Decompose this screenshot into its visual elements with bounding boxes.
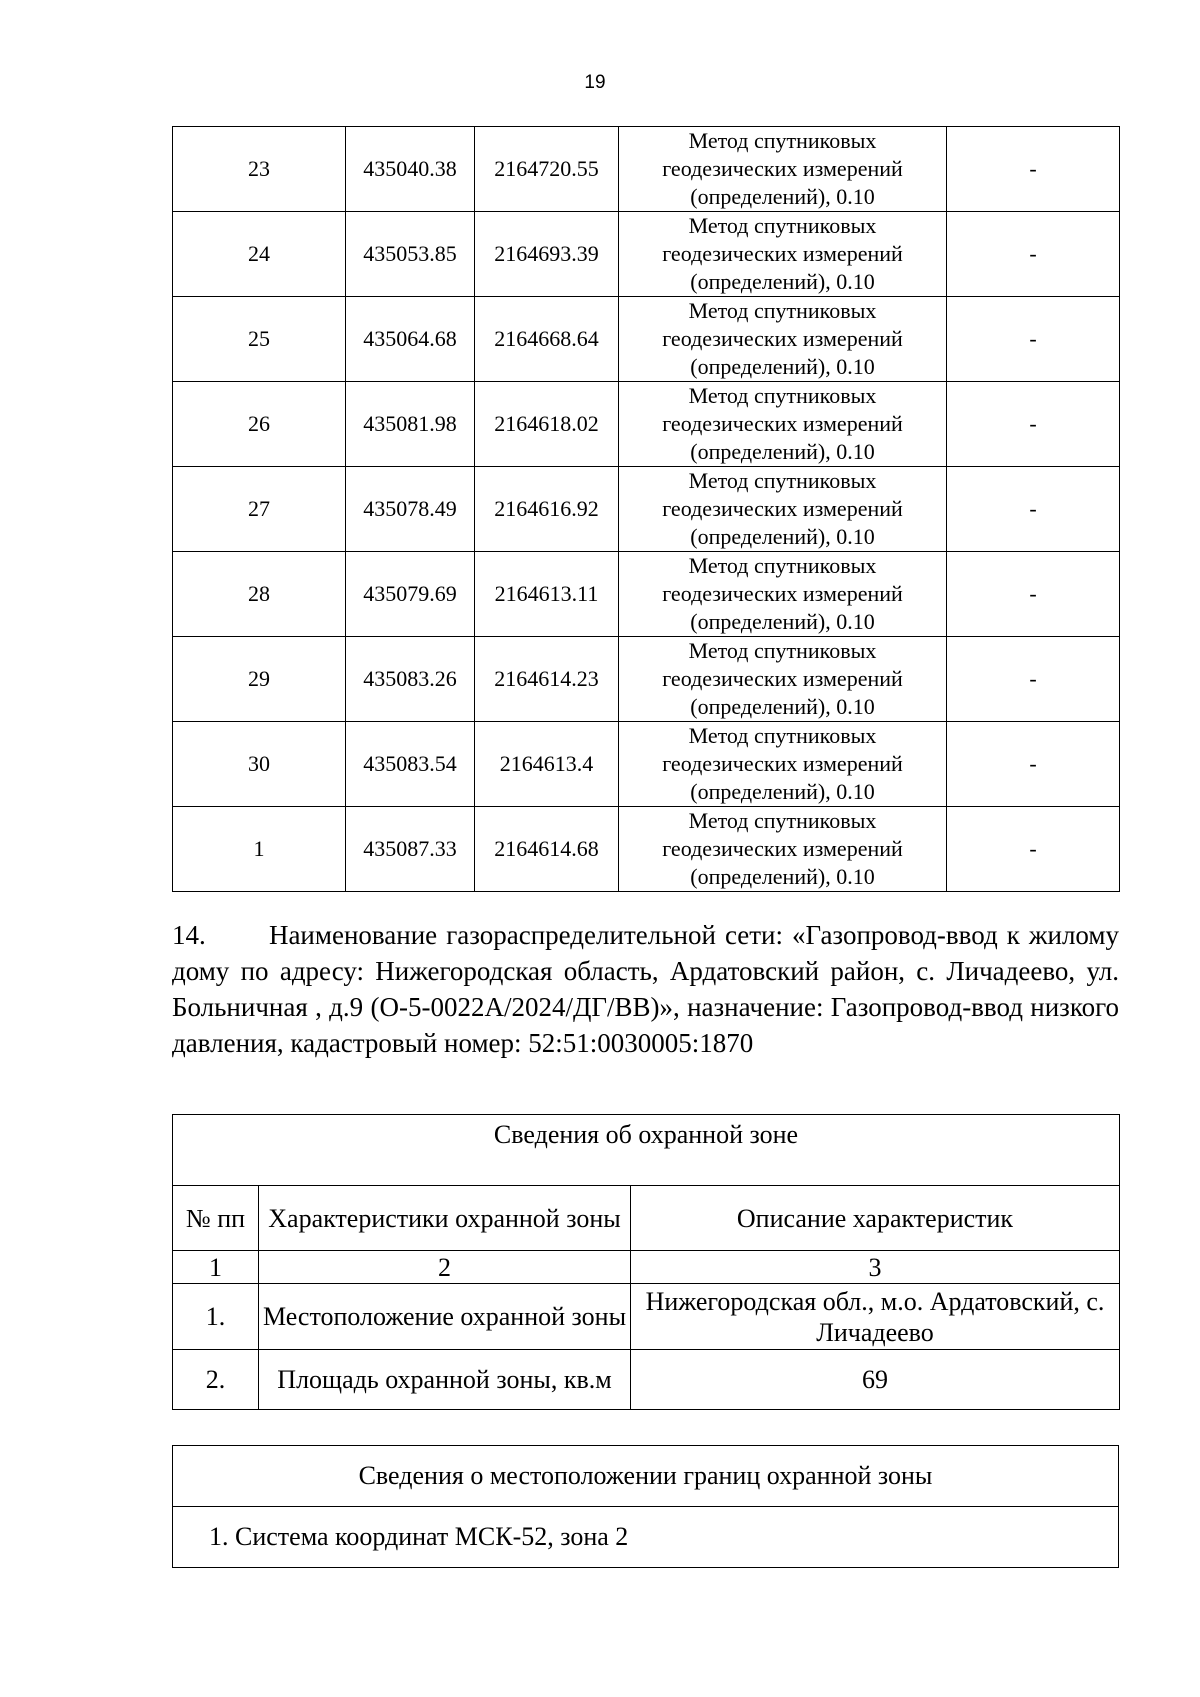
method-cell: [619, 637, 947, 722]
method-line: (определений), 0.10: [690, 779, 875, 804]
x-coordinate-cell: 435064.68: [346, 297, 475, 382]
zone-description-paragraph: [172, 917, 1119, 1061]
method-line: Метод спутниковых: [688, 128, 877, 153]
method-line: (определений), 0.10: [690, 354, 875, 379]
method-cell: [619, 212, 947, 297]
note-cell: -: [947, 382, 1120, 467]
note-cell: -: [947, 552, 1120, 637]
table-row: [173, 467, 1120, 552]
method-line: геодезических измерений: [662, 496, 903, 521]
note-cell: -: [947, 467, 1120, 552]
zone-table-title: Сведения об охранной зоне: [173, 1115, 1120, 1186]
point-number-cell: 1: [173, 807, 346, 892]
header-characteristic: Характеристики охранной зоны: [259, 1186, 631, 1251]
note-cell: -: [947, 297, 1120, 382]
point-number-cell: 29: [173, 637, 346, 722]
note-cell: -: [947, 722, 1120, 807]
method-line: геодезических измерений: [662, 156, 903, 181]
method-cell: [619, 722, 947, 807]
row-description: Нижегородская обл., м.о. Ардатовский, с. Личадеево: [631, 1284, 1120, 1350]
x-coordinate-cell: 435087.33: [346, 807, 475, 892]
method-line: геодезических измерений: [662, 241, 903, 266]
point-number-cell: 23: [173, 127, 346, 212]
note-cell: -: [947, 637, 1120, 722]
point-number-cell: 26: [173, 382, 346, 467]
boundary-location-table: [172, 1445, 1119, 1568]
y-coordinate-cell: 2164613.11: [475, 552, 619, 637]
method-line: (определений), 0.10: [690, 864, 875, 889]
method-line: геодезических измерений: [662, 836, 903, 861]
method-cell: [619, 807, 947, 892]
header-description: Описание характеристик: [631, 1186, 1120, 1251]
y-coordinate-cell: 2164618.02: [475, 382, 619, 467]
point-number-cell: 30: [173, 722, 346, 807]
page-number: 19: [584, 72, 606, 93]
method-line: Метод спутниковых: [688, 808, 877, 833]
note-cell: -: [947, 127, 1120, 212]
row-number: 1.: [173, 1284, 259, 1350]
y-coordinate-cell: 2164614.23: [475, 637, 619, 722]
column-number-1: 1: [173, 1251, 259, 1284]
y-coordinate-cell: 2164668.64: [475, 297, 619, 382]
point-number-cell: 28: [173, 552, 346, 637]
table-row: [173, 722, 1120, 807]
y-coordinate-cell: 2164613.4: [475, 722, 619, 807]
x-coordinate-cell: 435083.54: [346, 722, 475, 807]
point-number-cell: 27: [173, 467, 346, 552]
method-line: Метод спутниковых: [688, 723, 877, 748]
method-line: Метод спутниковых: [688, 383, 877, 408]
table-row: [173, 382, 1120, 467]
y-coordinate-cell: 2164720.55: [475, 127, 619, 212]
row-characteristic: Площадь охранной зоны, кв.м: [259, 1350, 631, 1410]
method-line: (определений), 0.10: [690, 694, 875, 719]
y-coordinate-cell: 2164616.92: [475, 467, 619, 552]
row-number: 2.: [173, 1350, 259, 1410]
method-cell: [619, 297, 947, 382]
paragraph-number: 14.: [172, 920, 206, 950]
y-coordinate-cell: 2164693.39: [475, 212, 619, 297]
note-cell: -: [947, 807, 1120, 892]
method-line: Метод спутниковых: [688, 298, 877, 323]
column-number-3: 3: [631, 1251, 1120, 1284]
method-line: (определений), 0.10: [690, 439, 875, 464]
table-row: [173, 127, 1120, 212]
x-coordinate-cell: 435079.69: [346, 552, 475, 637]
method-line: Метод спутниковых: [688, 638, 877, 663]
coordinate-system-row: 1. Система координат МСК-52, зона 2: [173, 1507, 1119, 1568]
x-coordinate-cell: 435081.98: [346, 382, 475, 467]
table-row: [173, 807, 1120, 892]
table-row: [173, 212, 1120, 297]
method-line: (определений), 0.10: [690, 269, 875, 294]
method-line: геодезических измерений: [662, 666, 903, 691]
row-characteristic: Местоположение охранной зоны: [259, 1284, 631, 1350]
row-description: 69: [631, 1350, 1120, 1410]
point-number-cell: 24: [173, 212, 346, 297]
method-cell: [619, 382, 947, 467]
boundary-table-title: Сведения о местоположении границ охранной зоны: [173, 1446, 1119, 1507]
method-line: геодезических измерений: [662, 751, 903, 776]
method-line: Метод спутниковых: [688, 213, 877, 238]
method-line: Метод спутниковых: [688, 553, 877, 578]
table-row: [173, 552, 1120, 637]
method-line: Метод спутниковых: [688, 468, 877, 493]
x-coordinate-cell: 435083.26: [346, 637, 475, 722]
header-number: № пп: [173, 1186, 259, 1251]
method-line: геодезических измерений: [662, 326, 903, 351]
x-coordinate-cell: 435078.49: [346, 467, 475, 552]
column-number-2: 2: [259, 1251, 631, 1284]
point-number-cell: 25: [173, 297, 346, 382]
y-coordinate-cell: 2164614.68: [475, 807, 619, 892]
protection-zone-table: [172, 1114, 1120, 1410]
table-row: [173, 297, 1120, 382]
method-line: (определений), 0.10: [690, 184, 875, 209]
paragraph-text: Наименование газораспределительной сети: «Газопровод-ввод к жилому дому по адресу: Нижегородская область, Ардатовский район, с. Личадеево, ул. Больничная , д.9 (О-5-0022А/2024/ДГ/ВВ)», назначение: Газопровод-ввод низкого давления, кадастровый номер: 52:51:0030005:1870: [172, 920, 1120, 1058]
table-row: [173, 637, 1120, 722]
method-line: (определений), 0.10: [690, 609, 875, 634]
method-line: геодезических измерений: [662, 581, 903, 606]
method-line: (определений), 0.10: [690, 524, 875, 549]
method-cell: [619, 127, 947, 212]
method-cell: [619, 552, 947, 637]
method-cell: [619, 467, 947, 552]
note-cell: -: [947, 212, 1120, 297]
method-line: геодезических измерений: [662, 411, 903, 436]
x-coordinate-cell: 435053.85: [346, 212, 475, 297]
x-coordinate-cell: 435040.38: [346, 127, 475, 212]
coordinates-table: [172, 126, 1120, 892]
